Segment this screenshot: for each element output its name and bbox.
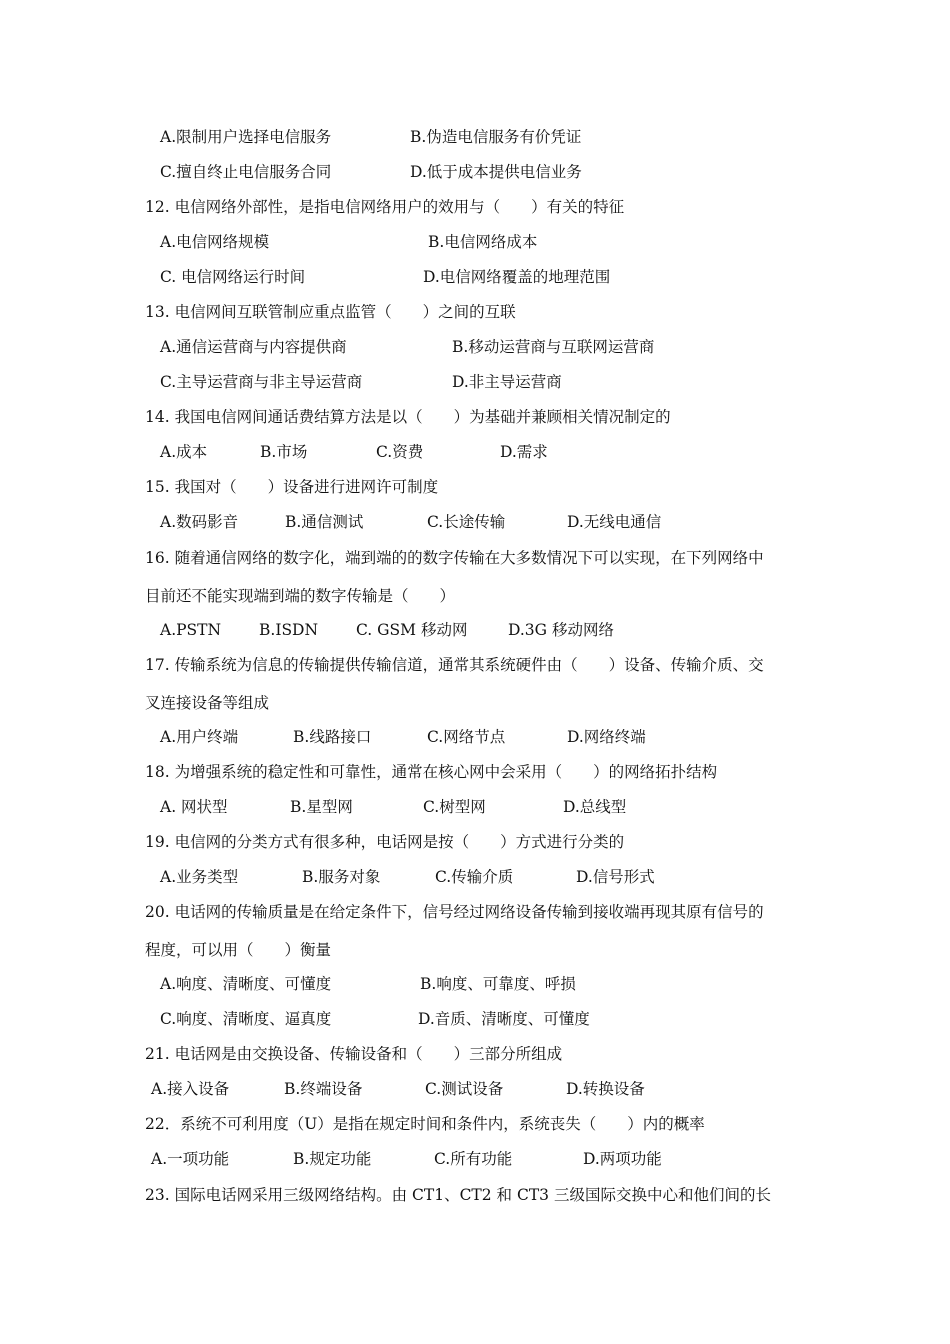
option-a: A.业务类型 — [160, 868, 239, 886]
option-a: A.响度、清晰度、可懂度 — [160, 975, 332, 993]
option-d: D.3G 移动网络 — [508, 621, 614, 639]
option-b: B.电信网络成本 — [428, 233, 538, 251]
option-b: B.ISDN — [259, 621, 319, 639]
question-17: 17. 传输系统为信息的传输提供传输信道，通常其系统硬件由（ ）设备、传输介质、交 — [145, 656, 764, 674]
option-a: A.PSTN — [160, 621, 222, 639]
option-a: A. 网状型 — [160, 798, 228, 816]
question-16: 16. 随着通信网络的数字化，端到端的的数字传输在大多数情况下可以实现，在下列网络中 — [145, 549, 764, 567]
option-d: D.电信网络覆盖的地理范围 — [423, 268, 611, 286]
option-a: A.用户终端 — [160, 728, 239, 746]
option-d: D.音质、清晰度、可懂度 — [418, 1010, 590, 1028]
option-a: A.通信运营商与内容提供商 — [160, 338, 347, 356]
option-c: C.响度、清晰度、逼真度 — [160, 1010, 332, 1028]
option-d: D.总线型 — [563, 798, 627, 816]
option-c: C.擅自终止电信服务合同 — [160, 163, 332, 181]
option-d: D.需求 — [500, 443, 548, 461]
question-14: 14. 我国电信网间通话费结算方法是以（ ）为基础并兼顾相关情况制定的 — [145, 408, 671, 426]
option-d: D.网络终端 — [567, 728, 646, 746]
option-d: D.转换设备 — [566, 1080, 645, 1098]
question-21: 21. 电话网是由交换设备、传输设备和（ ）三部分所组成 — [145, 1045, 563, 1063]
option-b: B.线路接口 — [293, 728, 372, 746]
option-d: D.无线电通信 — [567, 513, 662, 531]
question-20: 20. 电话网的传输质量是在给定条件下，信号经过网络设备传输到接收端再现其原有信号的 — [145, 903, 764, 921]
option-c: C.传输介质 — [435, 868, 514, 886]
option-a: A.一项功能 — [151, 1150, 230, 1168]
option-a: A.限制用户选择电信服务 — [160, 128, 332, 146]
option-b: B.规定功能 — [293, 1150, 372, 1168]
option-d: D.信号形式 — [576, 868, 655, 886]
option-c: C.所有功能 — [434, 1150, 513, 1168]
option-b: B.响度、可靠度、呼损 — [420, 975, 576, 993]
option-a: A.电信网络规模 — [160, 233, 270, 251]
question-22: 22．系统不可利用度（U）是指在规定时间和条件内，系统丧失（ ）内的概率 — [145, 1115, 705, 1133]
option-d: D.低于成本提供电信业务 — [410, 163, 582, 181]
option-c: C.资费 — [376, 443, 424, 461]
question-12: 12. 电信网络外部性，是指电信网络用户的效用与（ ）有关的特征 — [145, 198, 625, 216]
option-b: B.服务对象 — [302, 868, 381, 886]
option-a: A.数码影音 — [160, 513, 239, 531]
option-c: C.树型网 — [423, 798, 486, 816]
option-b: B.终端设备 — [284, 1080, 363, 1098]
question-15: 15. 我国对（ ）设备进行进网许可制度 — [145, 478, 439, 496]
question-23: 23. 国际电话网采用三级网络结构。由 CT1、CT2 和 CT3 三级国际交换中心和他们间的长 — [145, 1186, 771, 1204]
option-d: D.非主导运营商 — [452, 373, 562, 391]
option-b: B.移动运营商与互联网运营商 — [452, 338, 655, 356]
option-c: C.主导运营商与非主导运营商 — [160, 373, 363, 391]
question-20-cont: 程度，可以用（ ）衡量 — [145, 941, 332, 959]
option-c: C.网络节点 — [427, 728, 506, 746]
option-c: C. 电信网络运行时间 — [160, 268, 306, 286]
option-d: D.两项功能 — [583, 1150, 662, 1168]
option-b: B.伪造电信服务有价凭证 — [410, 128, 582, 146]
option-c: C. GSM 移动网 — [356, 621, 468, 639]
question-16-cont: 目前还不能实现端到端的数字传输是（ ） — [145, 587, 456, 605]
option-c: C.长途传输 — [427, 513, 506, 531]
question-17-cont: 叉连接设备等组成 — [145, 694, 270, 712]
question-18: 18. 为增强系统的稳定性和可靠性，通常在核心网中会采用（ ）的网络拓扑结构 — [145, 763, 718, 781]
option-b: B.市场 — [260, 443, 308, 461]
option-a: A.接入设备 — [151, 1080, 230, 1098]
option-a: A.成本 — [160, 443, 208, 461]
option-b: B.通信测试 — [285, 513, 364, 531]
question-13: 13. 电信网间互联管制应重点监管（ ）之间的互联 — [145, 303, 516, 321]
question-19: 19. 电信网的分类方式有很多种，电话网是按（ ）方式进行分类的 — [145, 833, 625, 851]
option-b: B.星型网 — [290, 798, 353, 816]
option-c: C.测试设备 — [425, 1080, 504, 1098]
